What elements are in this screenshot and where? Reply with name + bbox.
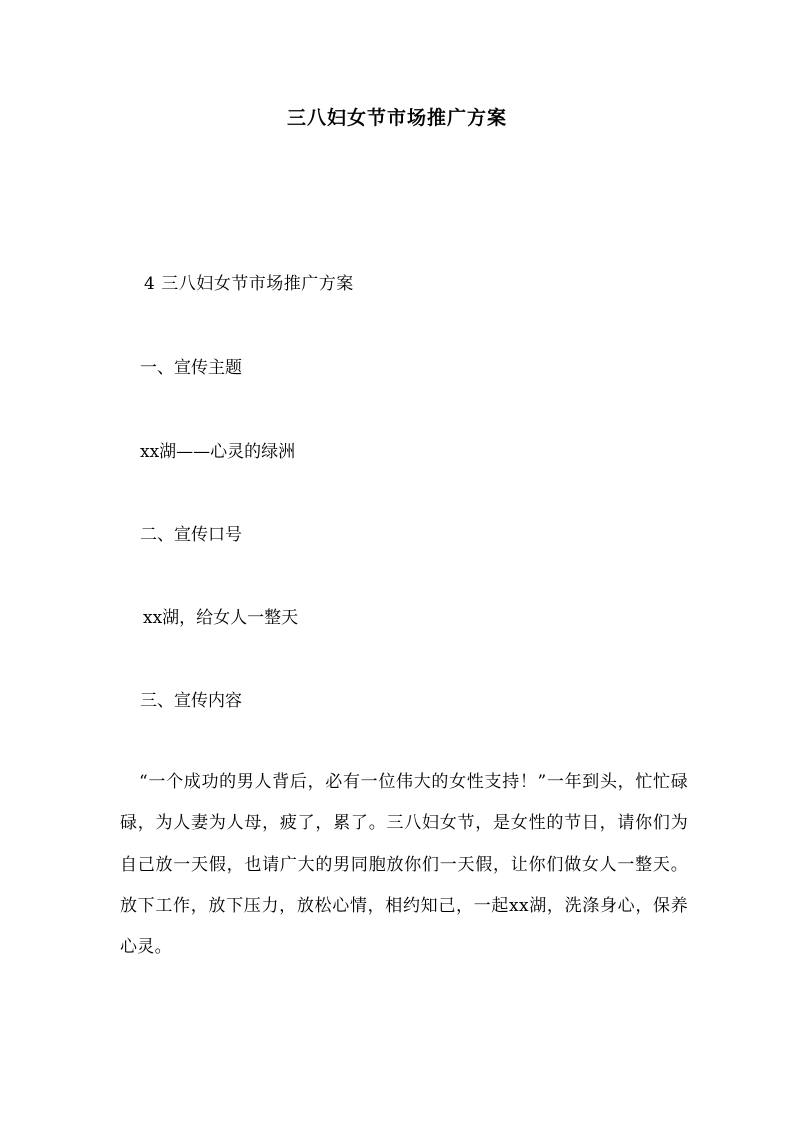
section-text-slogan: xx湖，给女人一整天 <box>143 608 299 628</box>
section-heading-content: 三、宣传内容 <box>140 691 242 711</box>
section-text-theme: xx湖——心灵的绿洲 <box>140 442 296 462</box>
section-heading-theme: 一、宣传主题 <box>140 358 242 378</box>
page-title: 三八妇女节市场推广方案 <box>286 107 507 129</box>
section-text-content: “一个成功的男人背后，必有一位伟大的女性支持！”一年到头，忙忙碌碌，为人妻为人母，疲了，累了。三八妇女节，是女性的节日，请你们为自己放一天假，也请广大的男同胞放你们一天假，让你们做女人一整天。放下工作，放下压力，放松心情，相约知己，一起xx湖，洗涤身心，保养心灵。 <box>120 772 688 958</box>
section-heading-slogan: 二、宣传口号 <box>140 525 242 545</box>
document-subtitle: 4 三八妇女节市场推广方案 <box>144 274 354 294</box>
